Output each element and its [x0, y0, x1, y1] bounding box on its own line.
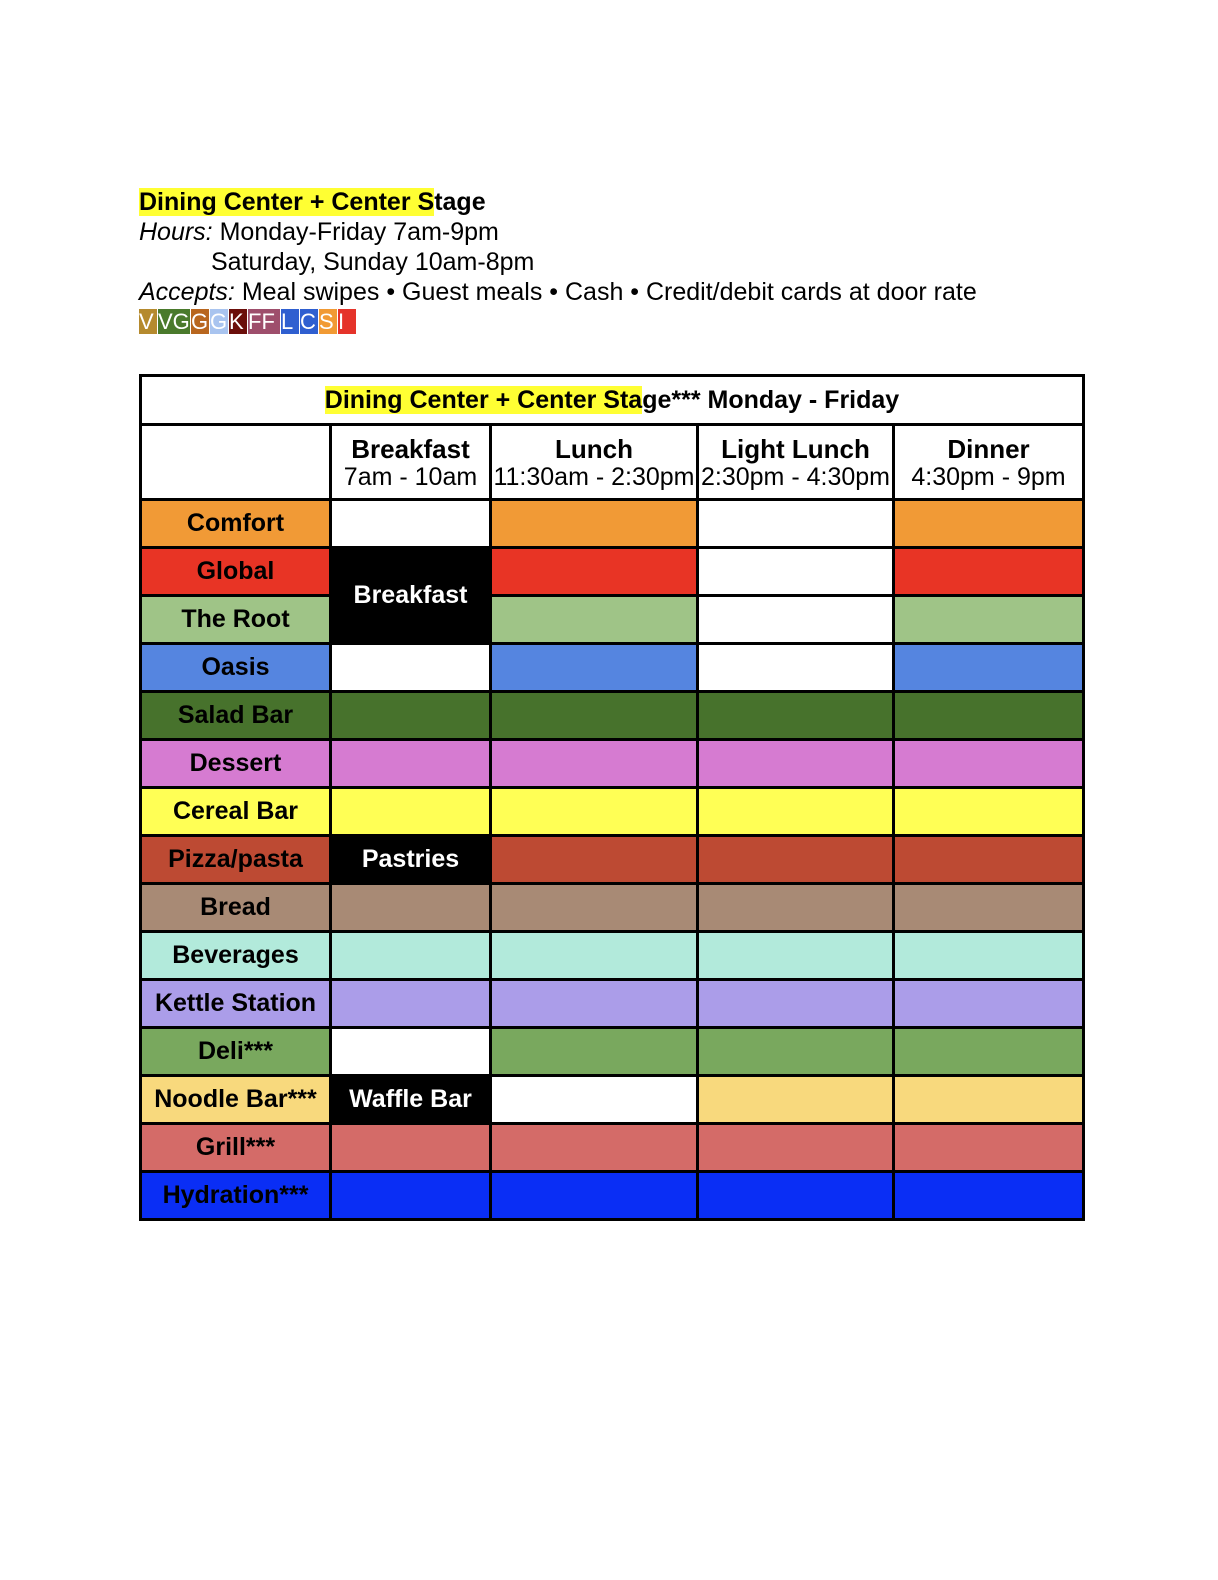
accepts-label: Accepts:: [139, 278, 235, 306]
cell-open: [491, 740, 698, 788]
cell-open: [491, 980, 698, 1028]
cell-empty: [331, 1028, 491, 1076]
station-label-comfort: Comfort: [141, 500, 331, 548]
table-row: [141, 980, 1084, 1028]
table-row: [141, 596, 1084, 644]
cell-open: [894, 836, 1084, 884]
cell-open: [331, 884, 491, 932]
station-label-bread: Bread: [141, 884, 331, 932]
diet-badge: I: [338, 309, 356, 334]
table-row: [141, 788, 1084, 836]
cell-open: [698, 1124, 894, 1172]
column-name: Lunch: [555, 434, 633, 464]
diet-badge: L: [281, 309, 299, 334]
cell-open: [698, 1172, 894, 1220]
cell-empty: [491, 1076, 698, 1124]
accepts-line: [139, 277, 977, 307]
title-highlight: Dining Center + Center S: [139, 188, 435, 216]
cell-open: [894, 1124, 1084, 1172]
hours-line: [139, 217, 977, 247]
caption-highlight: Dining Center + Center Sta: [324, 385, 643, 414]
table-row: [141, 1124, 1084, 1172]
table-row: [141, 1076, 1084, 1124]
diet-badge: FF: [248, 309, 280, 334]
column-header-dinner: [894, 425, 1084, 500]
cell-open: [698, 980, 894, 1028]
station-label-deli: Deli***: [141, 1028, 331, 1076]
cell-open: [331, 980, 491, 1028]
cell-open: [491, 596, 698, 644]
schedule-table: [139, 374, 1085, 1221]
cell-open: [698, 932, 894, 980]
page-header: [139, 187, 977, 334]
waffle-bar-block: Waffle Bar: [331, 1076, 491, 1124]
cell-open: [491, 1124, 698, 1172]
cell-open: [698, 884, 894, 932]
cell-empty: [698, 548, 894, 596]
cell-open: [331, 1172, 491, 1220]
diet-badge: V: [139, 309, 157, 334]
diet-badge: C: [300, 309, 318, 334]
caption-rest: ge*** Monday - Friday: [642, 385, 900, 414]
diet-badge: G: [210, 309, 228, 334]
hours-label: Hours:: [139, 218, 213, 246]
table-row: [141, 740, 1084, 788]
cell-open: [894, 548, 1084, 596]
diet-badge-strip: [139, 309, 977, 334]
station-label-dessert: Dessert: [141, 740, 331, 788]
cell-open: [698, 836, 894, 884]
cell-open: [698, 788, 894, 836]
table-row: [141, 1172, 1084, 1220]
cell-open: [698, 1028, 894, 1076]
accepts-value: Meal swipes • Guest meals • Cash • Credit/debit cards at door rate: [234, 278, 977, 306]
station-label-grill: Grill***: [141, 1124, 331, 1172]
table-row: [141, 932, 1084, 980]
column-name: Breakfast: [351, 434, 470, 464]
breakfast-block: Breakfast: [331, 548, 491, 644]
cell-open: [894, 788, 1084, 836]
cell-open: [894, 884, 1084, 932]
cell-open: [331, 788, 491, 836]
cell-open: [894, 740, 1084, 788]
cell-open: [894, 596, 1084, 644]
cell-open: [491, 932, 698, 980]
page-title: [139, 187, 977, 217]
station-label-hydration: Hydration***: [141, 1172, 331, 1220]
table-row: [141, 500, 1084, 548]
station-label-cereal-bar: Cereal Bar: [141, 788, 331, 836]
table-row: [141, 692, 1084, 740]
table-row: [141, 1028, 1084, 1076]
cell-open: [331, 692, 491, 740]
corner-cell: [141, 425, 331, 500]
cell-open: [894, 980, 1084, 1028]
station-label-salad-bar: Salad Bar: [141, 692, 331, 740]
cell-empty: [698, 596, 894, 644]
cell-empty: [698, 644, 894, 692]
cell-open: [894, 932, 1084, 980]
station-label-global: Global: [141, 548, 331, 596]
cell-open: [491, 1028, 698, 1076]
cell-open: [491, 548, 698, 596]
cell-open: [894, 1028, 1084, 1076]
cell-open: [894, 644, 1084, 692]
cell-open: [491, 884, 698, 932]
table-caption: [141, 376, 1084, 425]
column-time: 7am - 10am: [343, 463, 478, 491]
cell-open: [491, 500, 698, 548]
table-row: [141, 548, 1084, 596]
cell-open: [491, 836, 698, 884]
column-time: 2:30pm - 4:30pm: [701, 463, 890, 491]
cell-open: [331, 740, 491, 788]
cell-open: [698, 740, 894, 788]
station-label-noodle-bar: Noodle Bar***: [141, 1076, 331, 1124]
station-label-beverages: Beverages: [141, 932, 331, 980]
cell-open: [894, 1172, 1084, 1220]
column-time: 4:30pm - 9pm: [911, 463, 1066, 491]
station-label-kettle-station: Kettle Station: [141, 980, 331, 1028]
cell-open: [698, 692, 894, 740]
station-label-oasis: Oasis: [141, 644, 331, 692]
table-row: [141, 644, 1084, 692]
cell-empty: [331, 644, 491, 692]
diet-badge: S: [319, 309, 337, 334]
diet-badge: VG: [158, 309, 190, 334]
hours-weekday: Monday-Friday 7am-9pm: [212, 218, 499, 246]
cell-open: [331, 1124, 491, 1172]
cell-empty: [331, 500, 491, 548]
column-header-breakfast: [331, 425, 491, 500]
station-label-pizza-pasta: Pizza/pasta: [141, 836, 331, 884]
pastries-block: Pastries: [331, 836, 491, 884]
cell-open: [894, 692, 1084, 740]
cell-open: [698, 1076, 894, 1124]
column-time: 11:30am - 2:30pm: [493, 463, 695, 491]
cell-open: [894, 500, 1084, 548]
cell-open: [491, 1172, 698, 1220]
cell-open: [491, 692, 698, 740]
column-header-light-lunch: [698, 425, 894, 500]
station-label-the-root: The Root: [141, 596, 331, 644]
cell-open: [894, 1076, 1084, 1124]
table-row: [141, 836, 1084, 884]
cell-open: [491, 788, 698, 836]
column-name: Dinner: [947, 434, 1030, 464]
diet-badge: K: [229, 309, 247, 334]
column-name: Light Lunch: [721, 434, 870, 464]
hours-weekend: Saturday, Sunday 10am-8pm: [211, 248, 535, 276]
cell-empty: [698, 500, 894, 548]
cell-open: [491, 644, 698, 692]
column-header-lunch: [491, 425, 698, 500]
cell-open: [331, 932, 491, 980]
title-rest: tage: [434, 188, 486, 216]
table-row: [141, 884, 1084, 932]
diet-badge: G: [191, 309, 209, 334]
